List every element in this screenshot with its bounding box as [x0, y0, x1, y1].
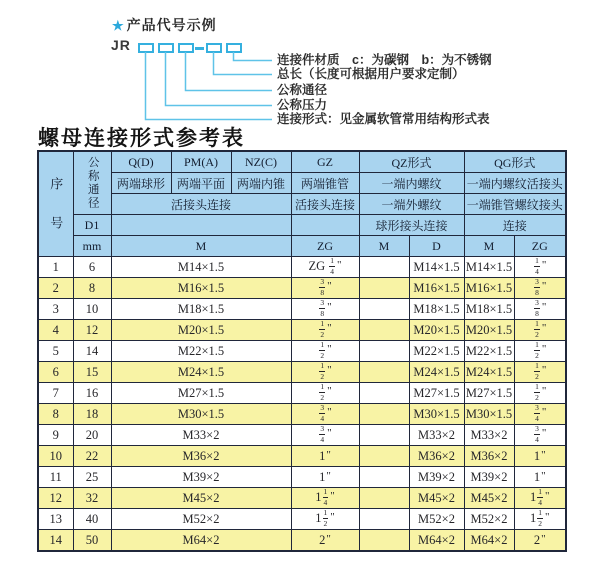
header-blank-left — [111, 215, 291, 236]
cell-qg-m: M52×2 — [464, 509, 514, 530]
table-row — [38, 383, 566, 404]
cell-qz-d: M16×1.5 — [409, 278, 464, 299]
cell-qz-m — [359, 320, 409, 341]
table-row — [38, 341, 566, 362]
cell-seq: 9 — [38, 425, 73, 446]
header-qg-m: M — [464, 236, 514, 257]
cell-m: M20×1.5 — [111, 320, 291, 341]
cell-qz-d: M30×1.5 — [409, 404, 464, 425]
cell-seq: 10 — [38, 446, 73, 467]
inch-mark: " — [326, 532, 331, 545]
inch-mark: " — [541, 363, 547, 376]
cell-seq: 3 — [38, 299, 73, 320]
cell-seq: 11 — [38, 467, 73, 488]
inch-mark: " — [330, 489, 335, 502]
inch-mark: " — [326, 469, 331, 482]
inch-mark: " — [541, 426, 547, 439]
fraction: $\frac{1}{4}$ — [330, 256, 335, 276]
header-pm-sub: 两端平面 — [171, 173, 231, 194]
header-qz: QZ形式 — [359, 151, 464, 173]
inch-mark: " — [545, 510, 550, 523]
header-nz-sub: 两端内锥 — [231, 173, 291, 194]
cell-m: M27×1.5 — [111, 383, 291, 404]
cell-qz-m — [359, 362, 409, 383]
header-q: Q(D) — [111, 151, 171, 173]
cell-mm: 18 — [73, 404, 111, 425]
inch-mark: " — [541, 384, 547, 397]
table-row — [38, 278, 566, 299]
cell-qg-m: M27×1.5 — [464, 383, 514, 404]
nut-connection-reference-table — [37, 150, 567, 552]
cell-qg-m: M18×1.5 — [464, 299, 514, 320]
header-gz-sub: 两端锥管 — [291, 173, 359, 194]
header-zg: ZG — [291, 236, 359, 257]
label-nominal-diameter: 公称通径 — [277, 83, 328, 97]
cell-seq: 1 — [38, 257, 73, 278]
header-qz-d: D — [409, 236, 464, 257]
cell-mm: 32 — [73, 488, 111, 509]
header-qz-sub2: 一端外螺纹 — [359, 194, 464, 215]
fraction: $\frac{3}{4}$ — [535, 403, 539, 423]
fraction: $\frac{1}{2}$ — [320, 340, 325, 360]
table-row — [38, 404, 566, 425]
cell-qz-m — [359, 257, 409, 278]
cell-m: M39×2 — [111, 467, 291, 488]
cell-gz-zg — [291, 383, 359, 404]
inch-mark: " — [541, 448, 546, 461]
fraction: $\frac{1}{2}$ — [535, 382, 539, 402]
cell-mm: 12 — [73, 320, 111, 341]
fraction: $\frac{3}{8}$ — [535, 277, 539, 297]
inch-mark: " — [541, 532, 546, 545]
header-gz: GZ — [291, 151, 359, 173]
inch-mark: " — [327, 384, 332, 397]
inch-mark: " — [327, 321, 332, 334]
inch-mark: " — [327, 363, 332, 376]
inch-mark: " — [541, 300, 547, 313]
cell-mm: 10 — [73, 299, 111, 320]
cell-m: M36×2 — [111, 446, 291, 467]
code-prefix: JR — [111, 37, 131, 53]
inch-mark: " — [327, 279, 332, 292]
table-row — [38, 509, 566, 530]
header-union-connection: 活接头连接 — [111, 194, 291, 215]
cell-m: M33×2 — [111, 425, 291, 446]
cell-qg-m: M20×1.5 — [464, 320, 514, 341]
cell-seq: 13 — [38, 509, 73, 530]
cell-qz-m — [359, 425, 409, 446]
cell-m: M30×1.5 — [111, 404, 291, 425]
cell-qg-zg — [514, 341, 566, 362]
header-seq — [38, 151, 73, 257]
cell-seq: 6 — [38, 362, 73, 383]
inch-mark: " — [330, 510, 335, 523]
cell-seq: 8 — [38, 404, 73, 425]
label-connection-type: 连接形式：见金属软管常用结构形式表 — [277, 112, 490, 126]
fraction: $\frac{1}{2}$ — [320, 361, 325, 381]
fraction: $\frac{3}{8}$ — [535, 298, 539, 318]
fraction: $\frac{1}{4}$ — [535, 256, 539, 276]
cell-qg-m: M24×1.5 — [464, 362, 514, 383]
header-blank-gz — [291, 215, 359, 236]
fraction: $\frac{1}{2}$ — [535, 361, 539, 381]
cell-mm: 22 — [73, 446, 111, 467]
header-qg-sub2: 一端锥管螺纹接头 — [464, 194, 566, 215]
cell-qz-m — [359, 446, 409, 467]
cell-qg-zg — [514, 299, 566, 320]
inch-mark: " — [327, 342, 332, 355]
cell-m: M24×1.5 — [111, 362, 291, 383]
table-row — [38, 530, 566, 552]
cell-qg-m: M33×2 — [464, 425, 514, 446]
cell-qg-m: M36×2 — [464, 446, 514, 467]
fraction: $\frac{3}{4}$ — [535, 424, 539, 444]
inch-mark: " — [541, 469, 546, 482]
cell-qg-m: M22×1.5 — [464, 341, 514, 362]
cell-gz-zg — [291, 341, 359, 362]
cell-qz-m — [359, 509, 409, 530]
star-icon: ★ — [112, 18, 125, 33]
fraction: $\frac{1}{2}$ — [535, 340, 539, 360]
cell-m: M14×1.5 — [111, 257, 291, 278]
cell-qz-m — [359, 383, 409, 404]
cell-qg-zg — [514, 425, 566, 446]
cell-qz-d: M20×1.5 — [409, 320, 464, 341]
cell-qg-zg — [514, 257, 566, 278]
cell-mm: 15 — [73, 362, 111, 383]
cell-qg-zg: 1 $\frac{1}{4}$ " — [514, 488, 566, 509]
cell-qz-d: M64×2 — [409, 530, 464, 552]
cell-qg-zg: 1" — [514, 467, 566, 488]
cell-qz-d: M22×1.5 — [409, 341, 464, 362]
cell-qz-m — [359, 530, 409, 552]
cell-mm: 8 — [73, 278, 111, 299]
inch-mark: " — [327, 426, 332, 439]
cell-gz-zg: 1 $\frac{1}{4}$ " — [291, 488, 359, 509]
table-row — [38, 467, 566, 488]
fraction: $\frac{1}{4}$ — [323, 487, 328, 507]
cell-qg-zg — [514, 404, 566, 425]
table-row — [38, 299, 566, 320]
inch-mark: " — [327, 300, 332, 313]
cell-gz-zg — [291, 278, 359, 299]
header-gz-connection: 活接头连接 — [291, 194, 359, 215]
header-q-sub: 两端球形 — [111, 173, 171, 194]
cell-seq: 5 — [38, 341, 73, 362]
fraction: $\frac{3}{4}$ — [320, 424, 325, 444]
inch-mark: " — [337, 258, 342, 271]
diagram-title-text: 产品代号示例 — [126, 17, 217, 33]
cell-gz-zg — [291, 320, 359, 341]
cell-qz-d: M33×2 — [409, 425, 464, 446]
fraction: $\frac{1}{4}$ — [538, 487, 542, 507]
cell-qg-m: M64×2 — [464, 530, 514, 552]
cell-seq: 2 — [38, 278, 73, 299]
cell-mm: 50 — [73, 530, 111, 552]
cell-qg-m: M30×1.5 — [464, 404, 514, 425]
cell-qz-m — [359, 278, 409, 299]
label-total-length: 总长（长度可根据用户要求定制） — [277, 67, 465, 81]
inch-mark: " — [326, 448, 331, 461]
header-qz-m: M — [359, 236, 409, 257]
table-row — [38, 446, 566, 467]
fraction: $\frac{1}{2}$ — [323, 508, 328, 528]
cell-qg-zg: 1" — [514, 446, 566, 467]
header-qz-sub: 一端内螺纹 — [359, 173, 464, 194]
cell-qz-m — [359, 467, 409, 488]
header-nominal — [73, 151, 111, 215]
cell-m: M18×1.5 — [111, 299, 291, 320]
table-header — [38, 151, 566, 257]
cell-qg-m: M14×1.5 — [464, 257, 514, 278]
table-body — [38, 257, 566, 552]
cell-gz-zg — [291, 425, 359, 446]
header-qg: QG形式 — [464, 151, 566, 173]
fraction: $\frac{1}{2}$ — [320, 382, 325, 402]
cell-qz-m — [359, 341, 409, 362]
cell-qg-zg: 1 $\frac{1}{2}$ " — [514, 509, 566, 530]
cell-m: M45×2 — [111, 488, 291, 509]
cell-seq: 14 — [38, 530, 73, 552]
cell-qz-d: M45×2 — [409, 488, 464, 509]
header-nz: NZ(C) — [231, 151, 291, 173]
cell-gz-zg: ZG $\frac{1}{4}$ " — [291, 257, 359, 278]
header-ball-connection: 球形接头连接 — [359, 215, 464, 236]
header-nominal-label: 公称通径 — [86, 156, 99, 210]
cell-qz-m — [359, 404, 409, 425]
cell-qz-d: M52×2 — [409, 509, 464, 530]
cell-m: M22×1.5 — [111, 341, 291, 362]
cell-qz-d: M36×2 — [409, 446, 464, 467]
cell-mm: 25 — [73, 467, 111, 488]
cell-gz-zg — [291, 404, 359, 425]
table-row — [38, 362, 566, 383]
inch-mark: " — [541, 321, 547, 334]
cell-m: M52×2 — [111, 509, 291, 530]
table-row — [38, 320, 566, 341]
cell-qg-m: M39×2 — [464, 467, 514, 488]
cell-qg-m: M45×2 — [464, 488, 514, 509]
cell-qz-m — [359, 488, 409, 509]
cell-qz-d: M39×2 — [409, 467, 464, 488]
cell-gz-zg: 2" — [291, 530, 359, 552]
cell-m: M64×2 — [111, 530, 291, 552]
cell-seq: 4 — [38, 320, 73, 341]
header-connection: 连接 — [464, 215, 566, 236]
cell-qg-zg — [514, 320, 566, 341]
inch-mark: " — [541, 279, 547, 292]
cell-mm: 6 — [73, 257, 111, 278]
table-row — [38, 257, 566, 278]
label-nominal-pressure: 公称压力 — [277, 98, 328, 112]
fraction: $\frac{3}{4}$ — [320, 403, 325, 423]
table-row — [38, 425, 566, 446]
inch-mark: " — [541, 342, 547, 355]
cell-mm: 14 — [73, 341, 111, 362]
cell-qg-zg — [514, 362, 566, 383]
header-qg-zg: ZG — [514, 236, 566, 257]
header-seq-label: 序号 — [48, 177, 64, 255]
cell-qz-m — [359, 299, 409, 320]
cell-m: M16×1.5 — [111, 278, 291, 299]
header-m: M — [111, 236, 291, 257]
cell-qg-m: M16×1.5 — [464, 278, 514, 299]
fraction: $\frac{1}{2}$ — [320, 319, 325, 339]
cell-qz-d: M18×1.5 — [409, 299, 464, 320]
cell-qz-d: M14×1.5 — [409, 257, 464, 278]
cell-mm: 40 — [73, 509, 111, 530]
inch-mark: " — [541, 405, 547, 418]
table-title: 螺母连接形式参考表 — [38, 125, 245, 150]
fraction: $\frac{1}{2}$ — [538, 508, 542, 528]
fraction: $\frac{3}{8}$ — [320, 298, 325, 318]
cell-seq: 7 — [38, 383, 73, 404]
cell-qz-d: M24×1.5 — [409, 362, 464, 383]
cell-mm: 20 — [73, 425, 111, 446]
header-mm: mm — [73, 236, 111, 257]
fraction: $\frac{3}{8}$ — [320, 277, 325, 297]
header-d1: D1 — [73, 215, 111, 236]
table-row — [38, 488, 566, 509]
cell-gz-zg — [291, 299, 359, 320]
cell-gz-zg: 1" — [291, 446, 359, 467]
cell-gz-zg — [291, 362, 359, 383]
header-qg-sub: 一端内螺纹活接头 — [464, 173, 566, 194]
fraction: $\frac{1}{2}$ — [535, 319, 539, 339]
cell-qg-zg — [514, 278, 566, 299]
cell-qz-d: M27×1.5 — [409, 383, 464, 404]
inch-mark: " — [327, 405, 332, 418]
header-pm: PM(A) — [171, 151, 231, 173]
cell-seq: 12 — [38, 488, 73, 509]
cell-qg-zg — [514, 383, 566, 404]
inch-mark: " — [545, 489, 550, 502]
cell-gz-zg: 1 $\frac{1}{2}$ " — [291, 509, 359, 530]
cell-qg-zg: 2" — [514, 530, 566, 552]
cell-gz-zg: 1" — [291, 467, 359, 488]
cell-mm: 16 — [73, 383, 111, 404]
inch-mark: " — [541, 258, 547, 271]
label-material: 连接件材质 c：为碳钢 b：为不锈钢 — [277, 53, 492, 67]
